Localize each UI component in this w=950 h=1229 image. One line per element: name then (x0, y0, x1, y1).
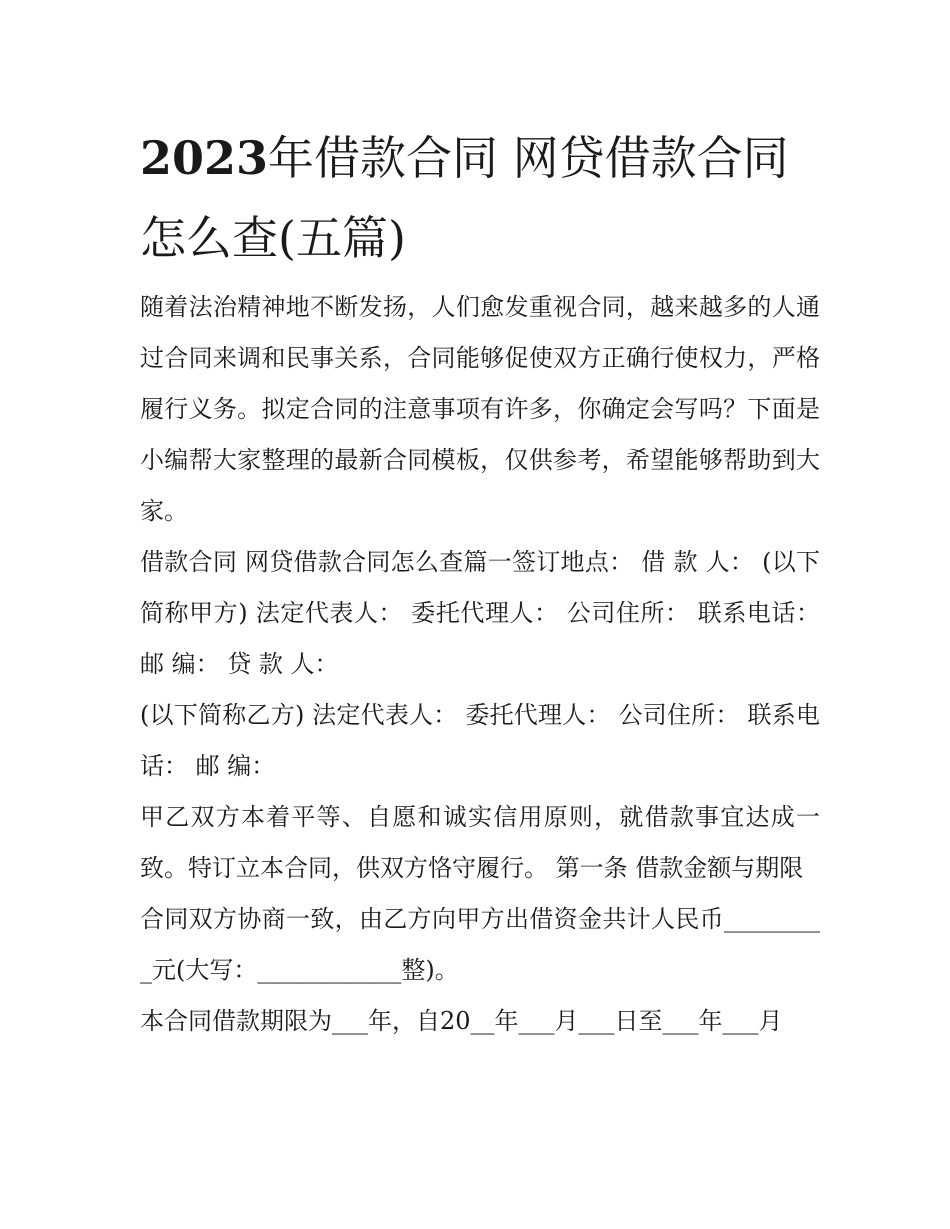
lender-details-paragraph: (以下简称乙方) 法定代表人： 委托代理人： 公司住所： 联系电话： 邮 编： (140, 701, 820, 780)
loan-amount-paragraph: 合同双方协商一致，由乙方向甲方出借资金共计人民币_________元(大写：____________整)。 (140, 905, 820, 984)
document-title (140, 118, 820, 278)
loan-term-paragraph: 本合同借款期限为___年，自20__年___月___日至___年___月 (140, 1007, 783, 1035)
title-text: 年借款合同 网贷借款合同怎么查(五篇) (140, 131, 789, 265)
document-page (140, 118, 820, 1047)
title-year: 2023 (140, 131, 269, 185)
contract-parties-paragraph: 借款合同 网贷借款合同怎么查篇一签订地点： 借 款 人： (以下简称甲方) 法定代表人： 委托代理人： 公司住所： 联系电话： 邮 编： 贷 款 人： (140, 548, 820, 678)
principle-paragraph: 甲乙双方本着平等、自愿和诚实信用原则，就借款事宜达成一致。特订立本合同，供双方恪守履行。 第一条 借款金额与期限 (140, 803, 820, 882)
intro-paragraph: 随着法治精神地不断发扬，人们愈发重视合同，越来越多的人通过合同来调和民事关系，合同能够促使双方正确行使权力，严格履行义务。拟定合同的注意事项有许多，你确定会写吗？下面是小编帮大家整理的最新合同模板，仅供参考，希望能够帮助到大家。 (140, 293, 820, 525)
